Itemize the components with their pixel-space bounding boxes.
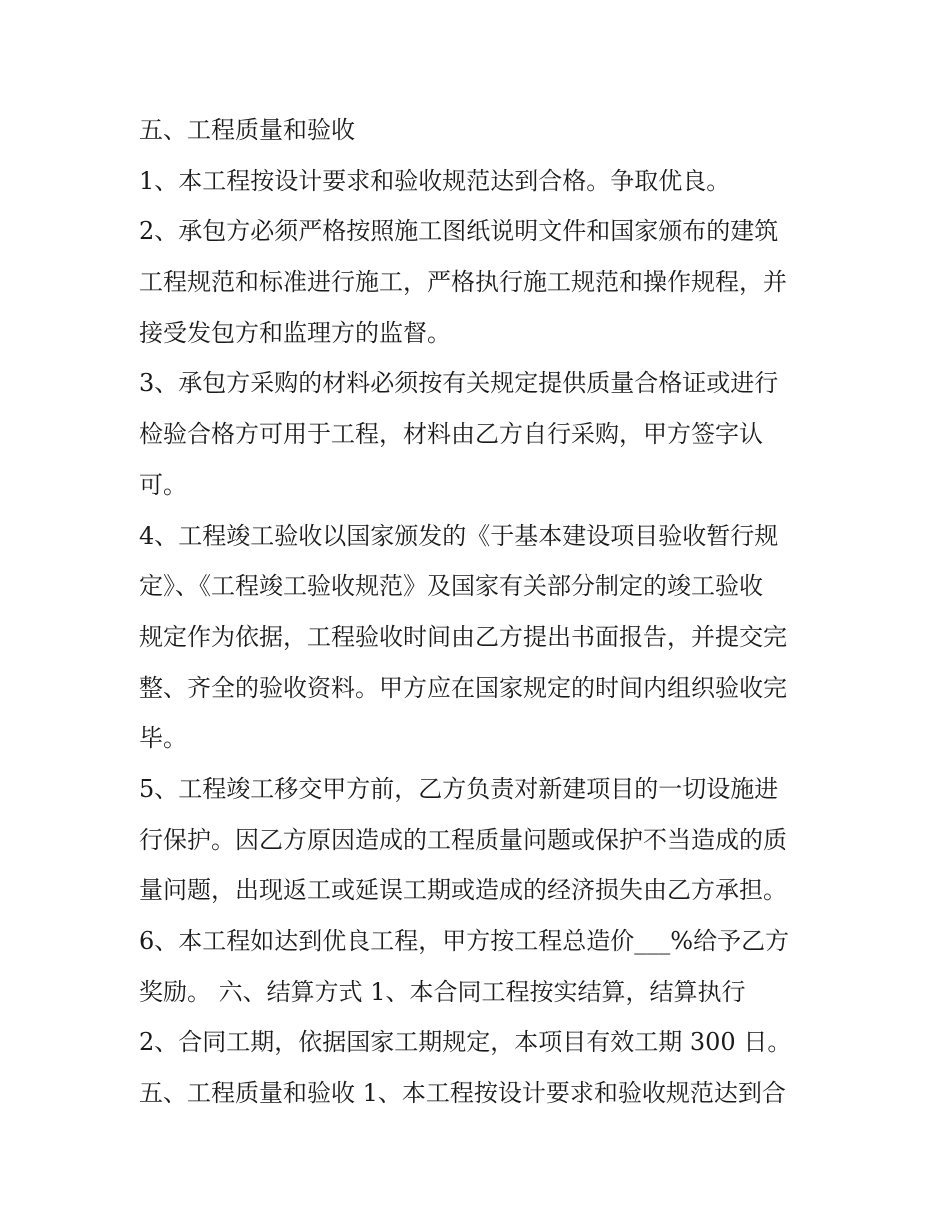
paragraph-line: 1、本工程按设计要求和验收规范达到合格。争取优良。 — [139, 166, 731, 195]
paragraph-line: 3、承包方采购的材料必须按有关规定提供质量合格证或进行 — [139, 369, 779, 398]
paragraph-line: 5、工程竣工移交甲方前，乙方负责对新建项目的一切设施进 — [139, 774, 779, 803]
paragraph-line: 规定作为依据，工程验收时间由乙方提出书面报告，并提交完 — [139, 622, 787, 651]
paragraph-line: 整、齐全的验收资料。甲方应在国家规定的时间内组织验收完 — [139, 673, 787, 702]
paragraph-line: 工程规范和标准进行施工，严格执行施工规范和操作规程，并 — [139, 268, 787, 297]
paragraph-line: 可。 — [139, 470, 187, 499]
paragraph-line: 2、承包方必须严格按照施工图纸说明文件和国家颁布的建筑 — [139, 217, 779, 246]
document-body — [139, 105, 819, 1119]
paragraph-line: 五、工程质量和验收 1、本工程按设计要求和验收规范达到合 — [139, 1079, 786, 1108]
paragraph-line: 4、工程竣工验收以国家颁发的《于基本建设项目验收暂行规 — [139, 521, 779, 550]
paragraph-line: 行保护。因乙方原因造成的工程质量问题或保护不当造成的质 — [139, 825, 787, 854]
paragraph-line: 量问题，出现返工或延误工期或造成的经济损失由乙方承担。 — [139, 876, 787, 905]
paragraph-line: 2、合同工期，依据国家工期规定，本项目有效工期 300 日。 — [139, 1028, 792, 1057]
section-heading-quality: 五、工程质量和验收 — [139, 116, 355, 144]
paragraph-line: 定》、《工程竣工验收规范》及国家有关部分制定的竣工验收 — [139, 572, 763, 601]
paragraph-line: 接受发包方和监理方的监督。 — [139, 318, 451, 347]
paragraph-line: 6、本工程如达到优良工程，甲方按工程总造价___%给予乙方 — [139, 927, 790, 955]
paragraph-line: 奖励。 六、结算方式 1、本合同工程按实结算，结算执行 — [139, 977, 746, 1006]
paragraph-line: 毕。 — [139, 724, 187, 753]
paragraph-line: 检验合格方可用于工程，材料由乙方自行采购，甲方签字认 — [139, 420, 763, 449]
